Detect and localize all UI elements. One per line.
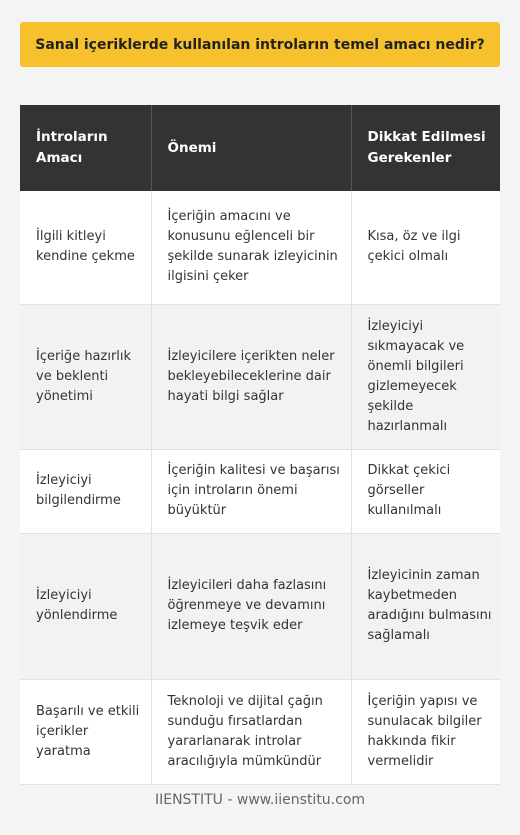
header-cell-importance: Önemi (151, 105, 351, 191)
table-header-row (20, 105, 500, 191)
table-row (20, 449, 500, 533)
table-cell: Dikkat çekici görseller kullanılmalı (351, 449, 500, 533)
table-cell: İzleyiciyi yönlendirme (20, 533, 151, 679)
table-cell: İçeriğe hazırlık ve beklenti yönetimi (20, 304, 151, 449)
table-cell: İlgili kitleyi kendine çekme (20, 191, 151, 304)
table-cell: Başarılı ve etkili içerikler yaratma (20, 679, 151, 784)
table-row (20, 679, 500, 784)
table-cell: İzleyicinin zaman kaybetmeden aradığını bulmasını sağlamalı (351, 533, 500, 679)
table-row (20, 191, 500, 304)
content-table (20, 105, 500, 785)
header-cell-purpose: İntroların Amacı (20, 105, 151, 191)
table-cell: İzleyicileri daha fazlasını öğrenmeye ve devamını izlemeye teşvik eder (151, 533, 351, 679)
table-cell: İzleyiciyi bilgilendirme (20, 449, 151, 533)
table-cell: İçeriğin amacını ve konusunu eğlenceli bir şekilde sunarak izleyicinin ilgisini çeker (151, 191, 351, 304)
footer-credit: IIENSTITU - www.iienstitu.com (154, 792, 366, 808)
header-cell-considerations: Dikkat Edilmesi Gerekenler (351, 105, 500, 191)
table-row (20, 533, 500, 679)
table-cell: Kısa, öz ve ilgi çekici olmalı (351, 191, 500, 304)
table-cell: İzleyiciyi sıkmayacak ve önemli bilgileri gizlemeyecek şekilde hazırlanmalı (351, 304, 500, 449)
table-cell: İzleyicilere içerikten neler bekleyebileceklerine dair hayati bilgi sağlar (151, 304, 351, 449)
page-title: Sanal içeriklerde kullanılan introların temel amacı nedir? (20, 22, 500, 67)
table-cell: Teknoloji ve dijital çağın sunduğu fırsatlardan yararlanarak introlar aracılığıyla mümkündür (151, 679, 351, 784)
table-cell: İçeriğin kalitesi ve başarısı için introların önemi büyüktür (151, 449, 351, 533)
table-row (20, 304, 500, 449)
table-cell: İçeriğin yapısı ve sunulacak bilgiler hakkında fikir vermelidir (351, 679, 500, 784)
